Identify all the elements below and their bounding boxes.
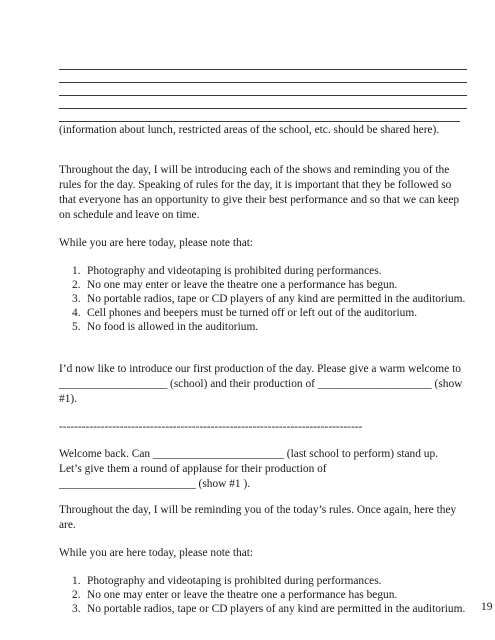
- list-item: [72, 574, 382, 588]
- paragraph-line: Throughout the day, I will be introducing each of the shows and reminding you of the: [59, 164, 450, 176]
- list-number: 3.: [72, 293, 81, 305]
- paragraph-line: I’d now like to introduce our first production of the day. Please give a warm welcome to: [59, 363, 461, 375]
- list-number: 4.: [72, 307, 81, 319]
- list-text: Photography and videotaping is prohibited during performances.: [87, 575, 382, 587]
- list-item: [72, 588, 397, 602]
- form-note: (information about lunch, restricted areas of the school, etc. should be shared here).: [59, 124, 440, 136]
- paragraph-line: ___________________ (school) and their production of ____________________ (show: [59, 378, 463, 390]
- list-item: [72, 264, 382, 278]
- paragraph-line: ________________________ (show #1 ).: [59, 478, 251, 490]
- blank-line: [59, 69, 467, 70]
- blank-line: [59, 121, 460, 122]
- list-text: No one may enter or leave the theatre one a performance has begun.: [87, 279, 398, 291]
- list-item: [72, 278, 397, 292]
- list-text: No portable radios, tape or CD players of any kind are permitted in the auditorium.: [87, 293, 466, 305]
- paragraph-line: Throughout the day, I will be reminding you of the today’s rules. Once again, here they: [59, 504, 457, 516]
- blank-line: [59, 108, 467, 109]
- blank-line: [59, 95, 467, 96]
- list-item: [72, 306, 417, 320]
- paragraph-line: #1).: [59, 393, 78, 405]
- list-number: 2.: [72, 279, 81, 291]
- paragraph-line: Welcome back. Can _______________________ (last school to perform) stand up.: [59, 448, 439, 460]
- list-number: 3.: [72, 603, 81, 615]
- paragraph-line: rules for the day. Speaking of rules for the day, it is important that they be followed so: [59, 179, 452, 191]
- list-text: No portable radios, tape or CD players of any kind are permitted in the auditorium.: [87, 603, 466, 615]
- note-intro: While you are here today, please note that:: [59, 237, 254, 249]
- paragraph-line: on schedule and leave on time.: [59, 209, 200, 221]
- blank-line: [59, 82, 467, 83]
- list-number: 2.: [72, 589, 81, 601]
- list-number: 1.: [72, 575, 81, 587]
- separator-line: --------------------------------------------------------------------------------: [59, 421, 363, 433]
- list-text: No food is allowed in the auditorium.: [87, 321, 259, 333]
- list-item: [72, 320, 258, 334]
- list-item: [72, 292, 465, 306]
- document-page: [59, 0, 493, 640]
- paragraph-line: that everyone has an opportunity to give their best performance and so that we can keep: [59, 194, 460, 206]
- list-item: [72, 602, 465, 616]
- page-number: 19: [481, 601, 493, 613]
- list-number: 5.: [72, 321, 81, 333]
- paragraph-line: are.: [59, 519, 76, 531]
- paragraph-line: Let’s give them a round of applause for their production of: [59, 463, 327, 475]
- list-text: No one may enter or leave the theatre one a performance has begun.: [87, 589, 398, 601]
- note-intro: While you are here today, please note that:: [59, 547, 254, 559]
- list-text: Photography and videotaping is prohibited during performances.: [87, 265, 382, 277]
- list-number: 1.: [72, 265, 81, 277]
- list-text: Cell phones and beepers must be turned off or left out of the auditorium.: [87, 307, 418, 319]
